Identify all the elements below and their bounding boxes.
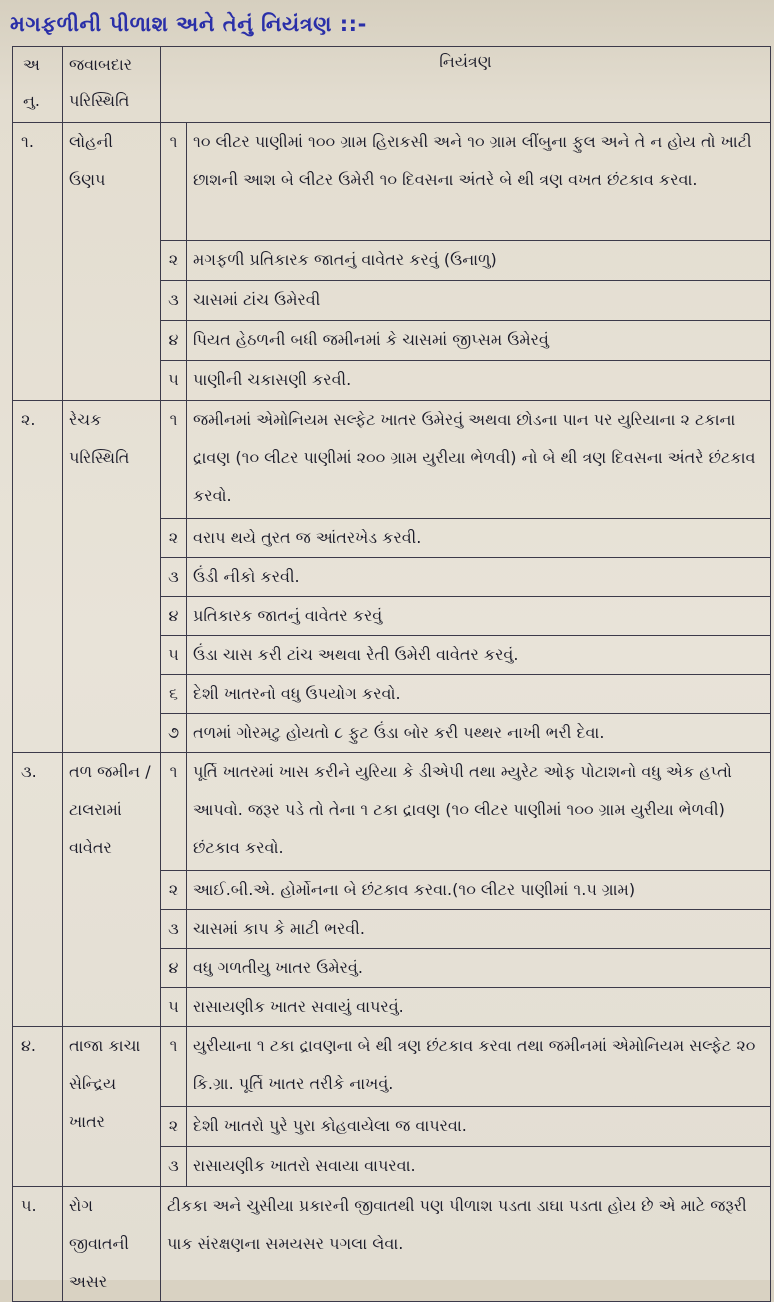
- item-number: ૨: [161, 871, 187, 910]
- item-number: ૩: [161, 281, 187, 321]
- page-title: મગફળીની પીળાશ અને તેનું નિયંત્રણ ::-: [10, 12, 367, 36]
- item-number: ૬: [161, 675, 187, 714]
- table-row: [13, 401, 771, 519]
- control-measure-text: આઈ.બી.એ. હોર્મોનના બે છંટકાવ કરવા.(૧૦ લીટર પાણીમાં ૧.૫ ગ્રામ): [187, 871, 771, 910]
- control-measure-text: ઉંડી નીકો કરવી.: [187, 558, 771, 597]
- header-serial-number: અ નુ.: [13, 47, 63, 123]
- table-header-row: [13, 47, 771, 123]
- control-measure-text: પાણીની ચકાસણી કરવી.: [187, 361, 771, 401]
- control-measure-text: દેશી ખાતરો પુરે પુરા કોહવાયેલા જ વાપરવા.: [187, 1107, 771, 1147]
- table-body: [13, 123, 771, 1302]
- control-table: [12, 46, 771, 1302]
- control-measure-text: વધુ ગળતીયુ ખાતર ઉમેરવું.: [187, 949, 771, 988]
- section-number: ૨.: [13, 401, 63, 753]
- control-measure-text: ઉંડા ચાસ કરી ટાંચ અથવા રેતી ઉમેરી વાવેતર કરવું.: [187, 636, 771, 675]
- item-number: ૫: [161, 636, 187, 675]
- table-row: [13, 1027, 771, 1107]
- control-measure-text: ૧૦ લીટર પાણીમાં ૧૦૦ ગ્રામ હિરાકસી અને ૧૦ ગ્રામ લીંબુના ફુલ અને તે ન હોય તો ખાટી છાશની આશ બે લીટર ઉમેરી ૧૦ દિવસના અંતરે બે થી ત્રણ વખત છંટકાવ કરવા.: [187, 123, 771, 241]
- control-measure-text: રાસાયણીક ખાતરો સવાયા વાપરવા.: [187, 1147, 771, 1187]
- responsible-condition: રેચક પરિસ્થિતિ: [63, 401, 161, 753]
- item-number: ૪: [161, 949, 187, 988]
- control-measure-text: દેશી ખાતરનો વધુ ઉપયોગ કરવો.: [187, 675, 771, 714]
- item-number: ૭: [161, 714, 187, 753]
- item-number: ૧: [161, 123, 187, 241]
- item-number: ૨: [161, 1107, 187, 1147]
- control-measure-text: જમીનમાં એમોનિયમ સલ્ફેટ ખાતર ઉમેરવું અથવા છોડના પાન પર યુરિયાના ૨ ટકાના દ્રાવણ (૧૦ લીટર પાણીમાં ૨૦૦ ગ્રામ યુરીયા ભેળવી) નો બે થી ત્રણ દિવસના અંતરે છંટકાવ કરવો.: [187, 401, 771, 519]
- header-control: નિયંત્રણ: [161, 47, 771, 123]
- control-measure-text: મગફળી પ્રતિકારક જાતનું વાવેતર કરવું (ઉનાળુ): [187, 241, 771, 281]
- table-row: [13, 123, 771, 241]
- item-number: ૨: [161, 519, 187, 558]
- section-number: ૧.: [13, 123, 63, 401]
- table-row: [13, 1187, 771, 1302]
- item-number: ૩: [161, 558, 187, 597]
- control-measure-text: વરાપ થયે તુરત જ આંતરખેડ કરવી.: [187, 519, 771, 558]
- section-number: ૫.: [13, 1187, 63, 1302]
- item-number: ૪: [161, 597, 187, 636]
- item-number: ૫: [161, 988, 187, 1027]
- item-number: ૧: [161, 1027, 187, 1107]
- item-number: ૫: [161, 361, 187, 401]
- control-measure-text: રાસાયણીક ખાતર સવાયું વાપરવું.: [187, 988, 771, 1027]
- header-responsible-condition: જવાબદાર પરિસ્થિતિ: [63, 47, 161, 123]
- item-number: ૩: [161, 910, 187, 949]
- item-number: ૩: [161, 1147, 187, 1187]
- table-row: [13, 753, 771, 871]
- control-measure-text: ચાસમાં ટાંચ ઉમેરવી: [187, 281, 771, 321]
- control-measure-text: પૂર્તિ ખાતરમાં ખાસ કરીને યુરિયા કે ડીએપી તથા મ્યુરેટ ઓફ પોટાશનો વધુ એક હપ્તો આપવો. જરૂર પડે તો તેના ૧ ટકા દ્રાવણ (૧૦ લીટર પાણીમાં ૧૦૦ ગ્રામ યુરીયા ભેળવી) છંટકાવ કરવો.: [187, 753, 771, 871]
- section-number: ૪.: [13, 1027, 63, 1187]
- responsible-condition: તાજા કાચા સેન્દ્રિય ખાતર: [63, 1027, 161, 1187]
- item-number: ૧: [161, 401, 187, 519]
- responsible-condition: તળ જમીન / ટાલરામાં વાવેતર: [63, 753, 161, 1027]
- responsible-condition: રોગ જીવાતની અસર: [63, 1187, 161, 1302]
- control-measure-text: પ્રતિકારક જાતનું વાવેતર કરવું: [187, 597, 771, 636]
- control-measure-text: ચાસમાં કાપ કે માટી ભરવી.: [187, 910, 771, 949]
- item-number: ૪: [161, 321, 187, 361]
- control-measure-text: ટીકકા અને ચુસીયા પ્રકારની જીવાતથી પણ પીળાશ પડતા ડાઘા પડતા હોય છે એ માટે જરૂરી પાક સંરક્ષણના સમયસર પગલા લેવા.: [161, 1187, 771, 1302]
- responsible-condition: લોહની ઉણપ: [63, 123, 161, 401]
- item-number: ૧: [161, 753, 187, 871]
- section-number: ૩.: [13, 753, 63, 1027]
- control-measure-text: પિયત હેઠળની બધી જમીનમાં કે ચાસમાં જીપ્સમ ઉમેરવું: [187, 321, 771, 361]
- item-number: ૨: [161, 241, 187, 281]
- control-measure-text: તળમાં ગોરમટુ હોયતો ૮ ફુટ ઉંડા બોર કરી પથ્થર નાખી ભરી દેવા.: [187, 714, 771, 753]
- control-measure-text: યુરીયાના ૧ ટકા દ્રાવણના બે થી ત્રણ છંટકાવ કરવા તથા જમીનમાં એમોનિયમ સલ્ફેટ ૨૦ કિ.ગ્રા. પૂર્તિ ખાતર તરીકે નાખવું.: [187, 1027, 771, 1107]
